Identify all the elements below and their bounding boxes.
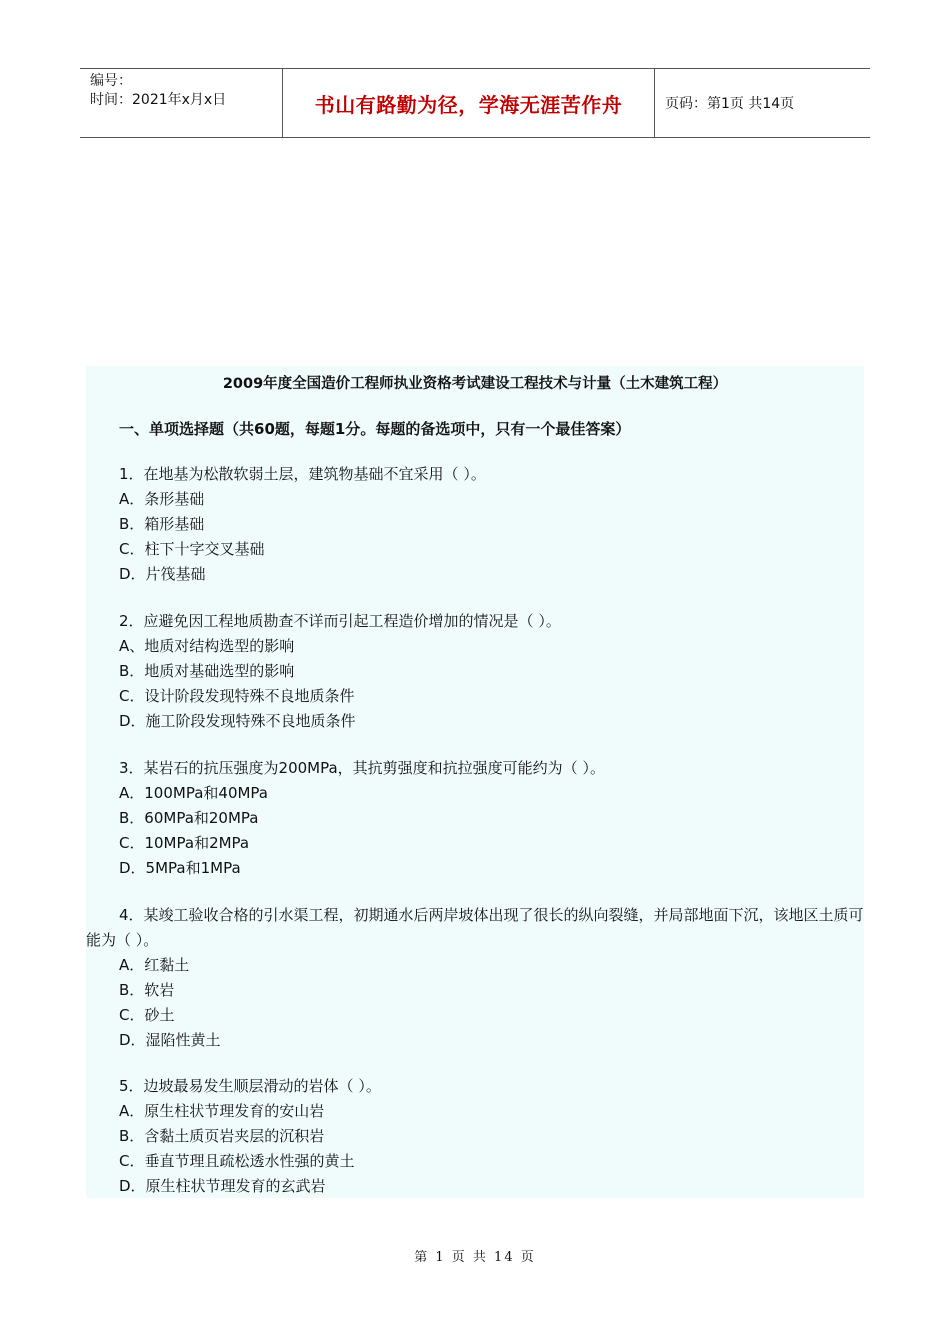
question-1 xyxy=(86,462,864,587)
question-stem: 3．某岩石的抗压强度为200MPa，其抗剪强度和抗拉强度可能约为（ ）。 xyxy=(119,759,605,777)
header-page-info: 页码：第1页 共14页 xyxy=(665,96,795,112)
option-a: A．原生柱状节理发育的安山岩 xyxy=(119,1102,325,1120)
question-stem: 4．某竣工验收合格的引水渠工程，初期通水后两岸坡体出现了很长的纵向裂缝，并局部地面下沉，该地区土质可能为（ ）。 xyxy=(86,906,864,949)
option-b: B．软岩 xyxy=(119,981,175,999)
option-d: D．施工阶段发现特殊不良地质条件 xyxy=(119,712,356,730)
option-d: D．片筏基础 xyxy=(119,565,206,583)
option-a: A．条形基础 xyxy=(119,490,205,508)
document-date: 时间：2021年x月x日 xyxy=(90,92,227,108)
page-footer: 第 1 页 共 14 页 xyxy=(414,1250,536,1265)
question-stem: 1．在地基为松散软弱土层，建筑物基础不宜采用（ ）。 xyxy=(119,465,486,483)
document-number-label: 编号： xyxy=(90,73,132,89)
exam-content xyxy=(86,366,864,1198)
option-c: C．垂直节理且疏松透水性强的黄土 xyxy=(119,1152,355,1170)
question-4 xyxy=(86,903,864,1053)
option-c: C．砂土 xyxy=(119,1006,175,1024)
option-c: C．10MPa和2MPa xyxy=(119,834,250,852)
section-heading: 一、单项选择题（共60题，每题1分。每题的备选项中，只有一个最佳答案） xyxy=(119,420,631,438)
option-a: A．红黏土 xyxy=(119,956,190,974)
option-c: C．设计阶段发现特殊不良地质条件 xyxy=(119,687,355,705)
option-a: A．100MPa和40MPa xyxy=(119,784,268,802)
option-d: D．5MPa和1MPa xyxy=(119,859,241,877)
option-a: A、地质对结构选型的影响 xyxy=(119,637,295,655)
option-b: B．60MPa和20MPa xyxy=(119,809,259,827)
header-motto: 书山有路勤为径，学海无涯苦作舟 xyxy=(282,69,655,137)
page-header xyxy=(80,68,870,138)
option-b: B．箱形基础 xyxy=(119,515,205,533)
option-b: B．含黏土质页岩夹层的沉积岩 xyxy=(119,1127,325,1145)
option-d: D．湿陷性黄土 xyxy=(119,1031,221,1049)
option-d: D．原生柱状节理发育的玄武岩 xyxy=(119,1177,326,1195)
document-title: 2009年度全国造价工程师执业资格考试建设工程技术与计量（土木建筑工程） xyxy=(222,376,728,392)
header-meta xyxy=(80,69,282,137)
question-stem: 2．应避免因工程地质勘查不详而引起工程造价增加的情况是（ ）。 xyxy=(119,612,561,630)
question-3 xyxy=(86,756,864,881)
option-c: C．柱下十字交叉基础 xyxy=(119,540,265,558)
option-b: B．地质对基础选型的影响 xyxy=(119,662,295,680)
question-5 xyxy=(86,1074,864,1199)
question-2 xyxy=(86,609,864,734)
question-stem: 5．边坡最易发生顺层滑动的岩体（ ）。 xyxy=(119,1077,381,1095)
